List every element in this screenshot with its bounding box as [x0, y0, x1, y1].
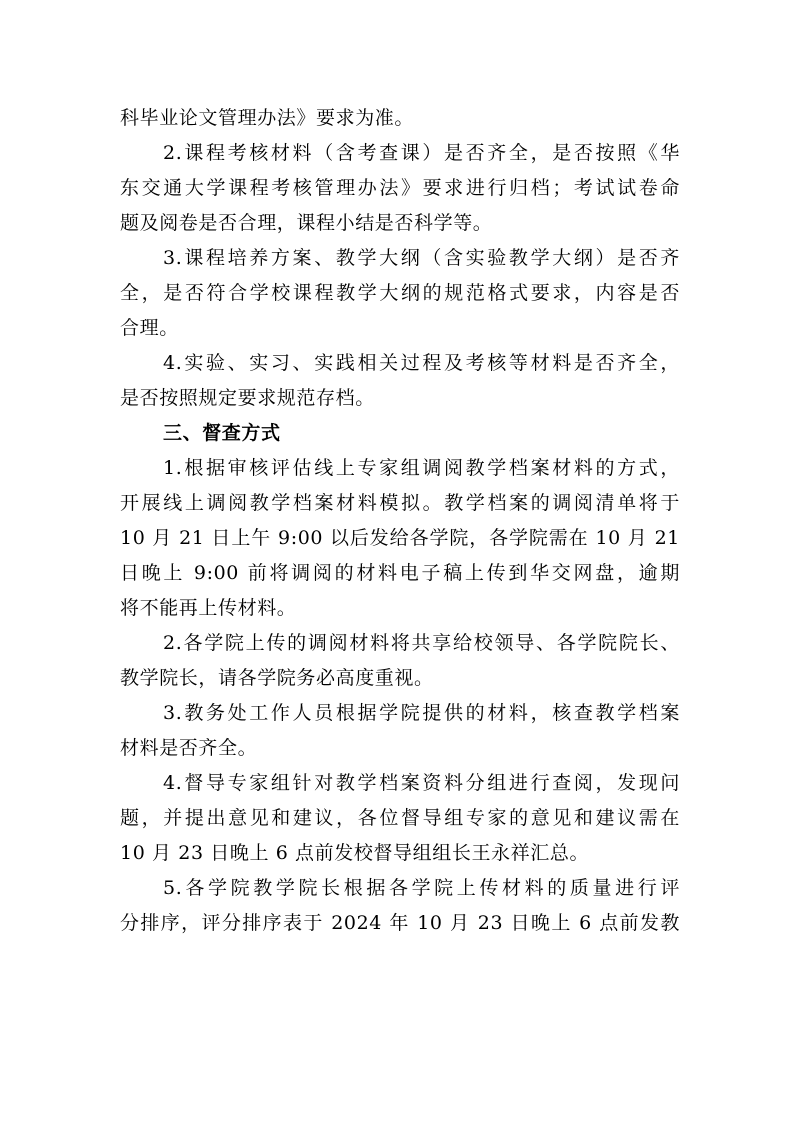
text-line: 3.课程培养方案、教学大纲（含实验教学大纲）是否齐: [163, 247, 680, 269]
text-line: 4.实验、实习、实践相关过程及考核等材料是否齐全，: [163, 352, 680, 374]
text-line: 4.督导专家组针对教学档案资料分组进行查阅，发现问: [163, 772, 680, 794]
text-line: 5.各学院教学院长根据各学院上传材料的质量进行评: [163, 877, 680, 899]
text-line: 东交通大学课程考核管理办法》要求进行归档；考试试卷命: [120, 177, 680, 199]
text-line: 将不能再上传材料。: [120, 597, 297, 619]
text-line: 科毕业论文管理办法》要求为准。: [120, 107, 415, 129]
text-line: 日晚上 9:00 前将调阅的材料电子稿上传到华交网盘，逾期: [120, 562, 680, 584]
text-line: 10 月 21 日上午 9:00 以后发给各学院，各学院需在 10 月 21: [120, 527, 680, 549]
text-line: 材料是否齐全。: [120, 737, 258, 759]
text-line: 10 月 23 日晚上 6 点前发校督导组组长王永祥汇总。: [120, 842, 590, 864]
text-line: 题及阅卷是否合理，课程小结是否科学等。: [120, 212, 493, 234]
section-heading: 三、督查方式: [163, 422, 281, 444]
text-line: 2.各学院上传的调阅材料将共享给校领导、各学院院长、: [163, 632, 680, 654]
text-line: 教学院长，请各学院务必高度重视。: [120, 667, 434, 689]
document-body: [120, 101, 680, 941]
text-line: 开展线上调阅教学档案材料模拟。教学档案的调阅清单将于: [120, 492, 680, 514]
text-line: 1.根据审核评估线上专家组调阅教学档案材料的方式，: [163, 457, 680, 479]
text-line: 分排序，评分排序表于 2024 年 10 月 23 日晚上 6 点前发教: [120, 912, 680, 934]
text-line: 合理。: [120, 317, 179, 339]
text-line: 2.课程考核材料（含考查课）是否齐全，是否按照《华: [163, 142, 680, 164]
text-line: 是否按照规定要求规范存档。: [120, 387, 375, 409]
text-line: 3.教务处工作人员根据学院提供的材料，核查教学档案: [163, 702, 680, 724]
text-line: 题，并提出意见和建议，各位督导组专家的意见和建议需在: [120, 807, 680, 829]
text-line: 全，是否符合学校课程教学大纲的规范格式要求，内容是否: [120, 282, 680, 304]
